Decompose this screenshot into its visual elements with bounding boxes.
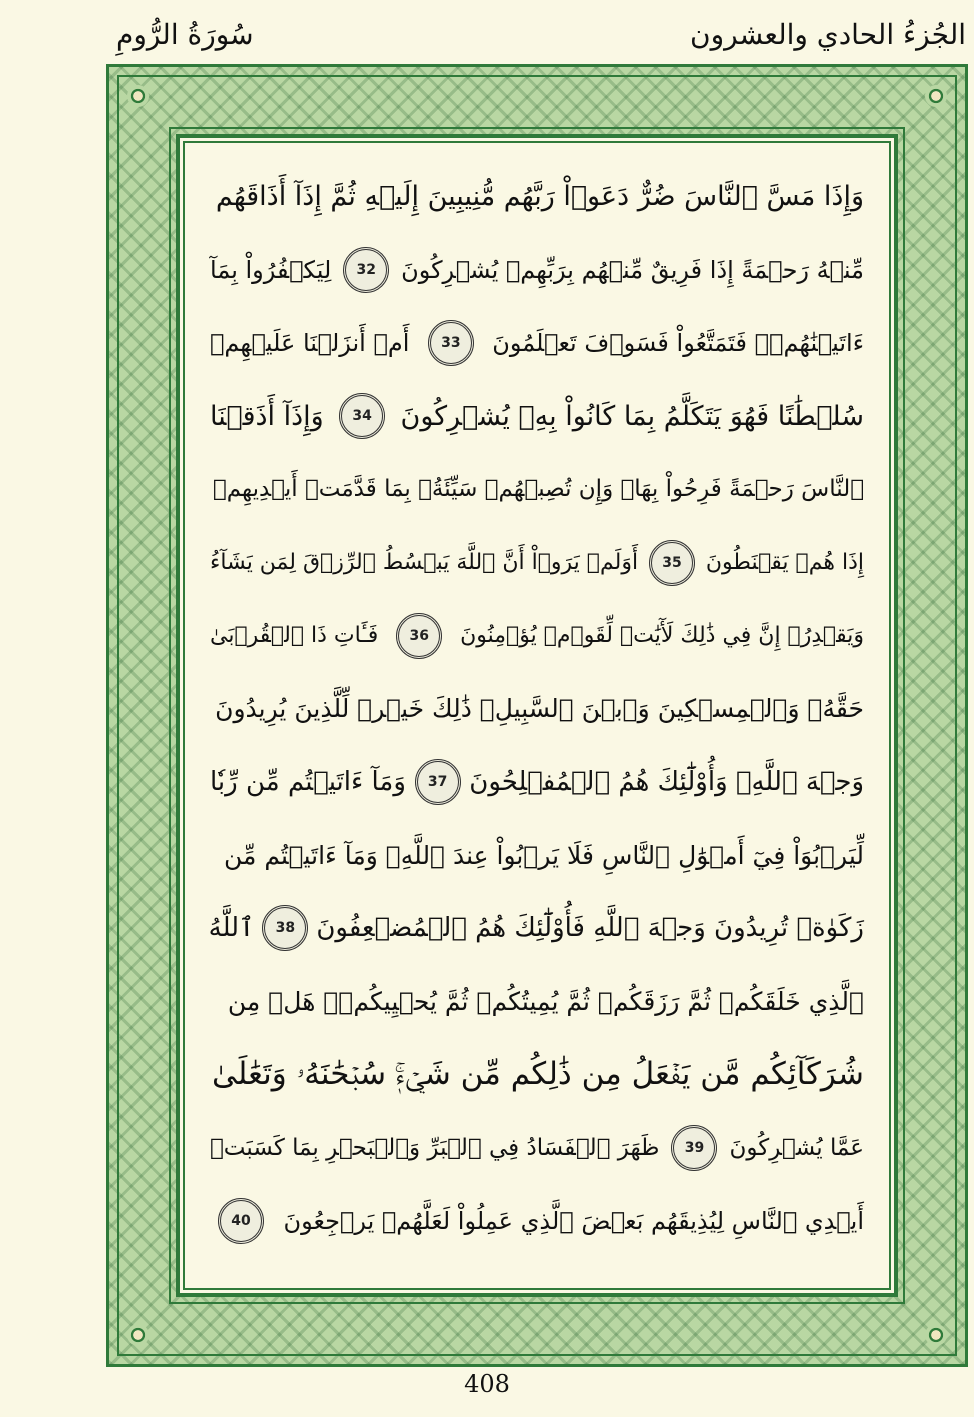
verse-text: وَإِذَا مَسَّ ٱلنَّاسَ ضُرٌّ دَعَوۡاْ رَبَّهُم مُّنِيبِينَ إِلَيۡهِ ثُمَّ إِذَآ أَذَاقَهُم <box>215 181 864 213</box>
verse-text: ٱلَّذِي خَلَقَكُمۡ ثُمَّ رَزَقَكُمۡ ثُمَّ يُمِيتُكُمۡ ثُمَّ يُحۡيِيكُمۡۖ هَلۡ مِن <box>227 987 864 1017</box>
verse-text: ظَهَرَ ٱلۡفَسَادُ فِي ٱلۡبَرِّ وَٱلۡبَحۡرِ بِمَا كَسَبَتۡ <box>210 1135 660 1162</box>
verse-line <box>210 526 864 599</box>
ayah-number-marker: 36 <box>396 613 442 659</box>
verse-text: ءَاتَيۡنَٰهُمۡۚ فَتَمَتَّعُواْ فَسَوۡفَ تَعۡلَمُونَ <box>492 328 864 357</box>
corner-ornament-icon <box>127 1324 149 1346</box>
verse-line <box>210 599 864 672</box>
verse-text: ٱلنَّاسَ رَحۡمَةً فَرِحُواْ بِهَاۖ وَإِن تُصِبۡهُمۡ سَيِّئَةُۢ بِمَا قَدَّمَتۡ أَيۡدِيهِمۡ <box>212 476 864 503</box>
quran-text-panel <box>176 134 898 1297</box>
verse-line <box>210 380 864 453</box>
verse-text: وَيَقۡدِرُۚ إِنَّ فِي ذَٰلِكَ لَأٓيَٰتٖ لِّقَوۡمٖ يُؤۡمِنُونَ <box>460 623 864 649</box>
verse-text: أَيۡدِي ٱلنَّاسِ لِيُذِيقَهُم بَعۡضَ ٱلَّذِي عَمِلُواْ لَعَلَّهُمۡ يَرۡجِعُونَ <box>283 1207 864 1236</box>
ayah-number-marker: 37 <box>415 759 461 805</box>
ayah-number-marker: 38 <box>262 905 308 951</box>
ayah-number-marker: 39 <box>671 1125 717 1171</box>
verse-text: لِّيَرۡبُوَاْ فِيٓ أَمۡوَٰلِ ٱلنَّاسِ فَلَا يَرۡبُواْ عِندَ ٱللَّهِۖ وَمَآ ءَاتَيۡتُم مِّن <box>224 840 864 870</box>
verse-text: شُرَكَآئِكُم مَّن يَفۡعَلُ مِن ذَٰلِكُم مِّن شَيۡءٖۚ سُبۡحَٰنَهُۥ وَتَعَٰلَىٰ <box>212 1056 864 1093</box>
ayah-number-marker: 33 <box>428 320 474 366</box>
verse-text: فَـَٔاتِ ذَا ٱلۡقُرۡبَىٰ <box>210 623 379 649</box>
verse-text: وَمَآ ءَاتَيۡتُم مِّن رِّبٗا <box>210 767 406 798</box>
page-header <box>0 0 974 62</box>
ayah-number-marker: 32 <box>343 247 389 293</box>
corner-ornament-icon <box>925 1324 947 1346</box>
verse-text: إِذَا هُمۡ يَقۡنَطُونَ <box>705 550 864 576</box>
ayah-number-marker: 40 <box>218 1198 264 1244</box>
verse-text: لِيَكۡفُرُواْ بِمَآ <box>210 255 332 284</box>
verse-text: زَكَوٰةٖ تُرِيدُونَ وَجۡهَ ٱللَّهِ فَأُوْلَٰٓئِكَ هُمُ ٱلۡمُضۡعِفُونَ <box>316 913 864 944</box>
verse-text: أَوَلَمۡ يَرَوۡاْ أَنَّ ٱللَّهَ يَبۡسُطُ ٱلرِّزۡقَ لِمَن يَشَآءُ <box>210 550 639 576</box>
verse-line <box>210 1038 864 1111</box>
verse-line <box>210 453 864 526</box>
verse-text: وَجۡهَ ٱللَّهِۖ وَأُوْلَٰٓئِكَ هُمُ ٱلۡمُفۡلِحُونَ <box>469 767 864 798</box>
verse-line <box>210 233 864 306</box>
verse-line <box>210 160 864 233</box>
verse-line <box>210 892 864 965</box>
verse-text: حَقَّهُۥ وَٱلۡمِسۡكِينَ وَٱبۡنَ ٱلسَّبِيلِۚ ذَٰلِكَ خَيۡرٞ لِّلَّذِينَ يُرِيدُونَ <box>215 694 864 724</box>
verse-line <box>210 819 864 892</box>
verse-line <box>210 306 864 379</box>
ayah-number-marker: 34 <box>339 393 385 439</box>
verse-line <box>210 672 864 745</box>
ayah-number-marker: 35 <box>649 540 695 586</box>
verse-text: ٱللَّهُ <box>208 913 255 944</box>
verse-text: وَإِذَآ أَذَقۡنَا <box>210 400 324 432</box>
verse-text: أَمۡ أَنزَلۡنَا عَلَيۡهِمۡ <box>210 328 410 357</box>
verse-text: عَمَّا يُشۡرِكُونَ <box>729 1135 864 1162</box>
corner-ornament-icon <box>127 85 149 107</box>
verse-lines <box>210 160 864 1258</box>
ornamental-frame <box>106 64 968 1367</box>
verse-line <box>210 746 864 819</box>
verse-line <box>210 965 864 1038</box>
verse-text: سُلۡطَٰنًا فَهُوَ يَتَكَلَّمُ بِمَا كَانُواْ بِهِۦ يُشۡرِكُونَ <box>400 400 864 432</box>
corner-ornament-icon <box>925 85 947 107</box>
verse-line <box>210 1111 864 1184</box>
surah-title: سُورَةُ الرُّومِ <box>116 18 254 51</box>
verse-line <box>210 1185 864 1258</box>
verse-text: مِّنۡهُ رَحۡمَةً إِذَا فَرِيقٌ مِّنۡهُم بِرَبِّهِمۡ يُشۡرِكُونَ <box>401 255 864 284</box>
juz-title: الجُزءُ الحادي والعشرون <box>690 18 966 51</box>
page-number: 408 <box>464 1370 510 1398</box>
